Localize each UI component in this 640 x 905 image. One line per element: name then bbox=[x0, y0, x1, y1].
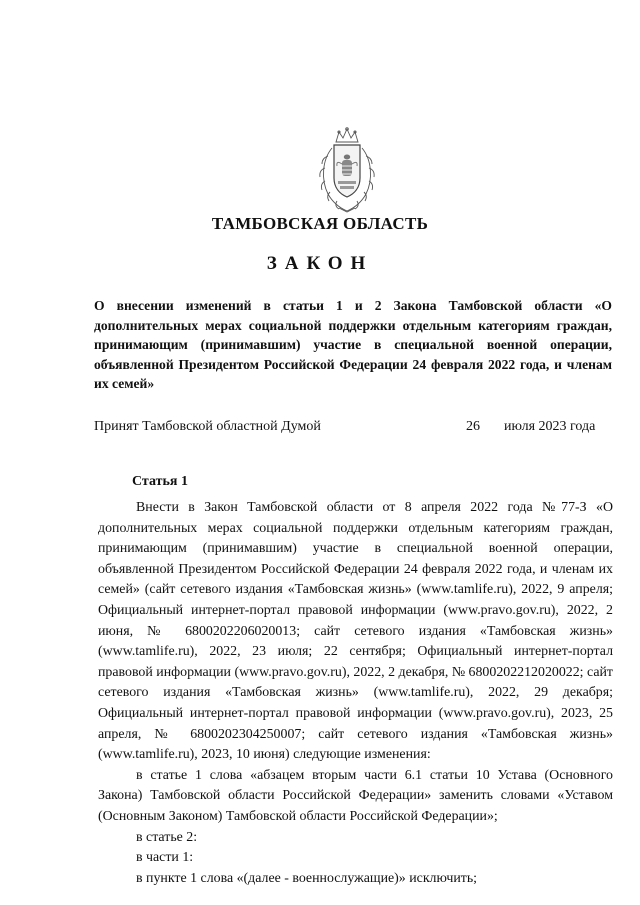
law-heading: ЗАКОН bbox=[266, 253, 374, 274]
adopted-by: Принят Тамбовской областной Думой bbox=[94, 419, 321, 434]
paragraph: Внести в Закон Тамбовской области от 8 апреля 2022 года №77-З «О дополнительных мерах социальной поддержки отдельным категориям граждан, принимающим (принимавшим) участие в специальной военной операции, объявленной Президентом Российской Федерации 24 февраля 2022 года, и членам их семей» (сайт сетевого издания «Тамбовская жизнь» (www.tamlife.ru), 2022, 9 апреля; Официальный интернет-портал правовой информации (www.pravo.gov.ru), 2022, 2 июня, № 6800202206020013; сайт сетевого издания «Тамбовская жизнь» (www.tamlife.ru), 2022, 23 июля; 22 сентября; Официальный интернет-портал правовой информации (www.pravo.gov.ru), 2022, 2 декабря, № 6800202212020022; сайт сетевого издания «Тамбовская жизнь» (www.tamlife.ru), 2022, 29 декабря; Официальный интернет-портал правовой информации (www.pravo.gov.ru), 2023, 25 апреля, № 6800202304250007; сайт сетевого издания «Тамбовская жизнь» (www.tamlife.ru), 2023, 10 июня) следующие изменения: bbox=[98, 500, 614, 763]
article-title: Статья 1 bbox=[132, 474, 188, 489]
paragraph: в статье 2: bbox=[136, 829, 198, 845]
region-name: ТАМБОВСКАЯ ОБЛАСТЬ bbox=[211, 214, 429, 233]
adopted-month-year: июля 2023 года bbox=[504, 419, 596, 434]
paragraph: в части 1: bbox=[136, 850, 194, 866]
adopted-day: 26 bbox=[466, 419, 480, 434]
article-body bbox=[98, 498, 613, 889]
coat-of-arms-icon bbox=[312, 126, 382, 214]
adoption-line bbox=[94, 419, 612, 437]
paragraph: в пункте 1 слова «(далее - военнослужащие)» исключить; bbox=[136, 870, 478, 886]
paragraph: в статье 1 слова «абзацем вторым части 6.1 статьи 10 Устава (Основного Закона) Тамбовской области Российской Федерации» заменить словами «Уставом (Основным Законом) Тамбовской области Российской Федерации»; bbox=[98, 767, 613, 824]
law-title: О внесении изменений в статьи 1 и 2 Закона Тамбовской области «О дополнительных мерах социальной поддержки отдельным категориям граждан, принимающим (принимавшим) участие в специальной военной операции, объявленной Президентом Российской Федерации 24 февраля 2022 года, и членам их семей» bbox=[94, 298, 612, 392]
